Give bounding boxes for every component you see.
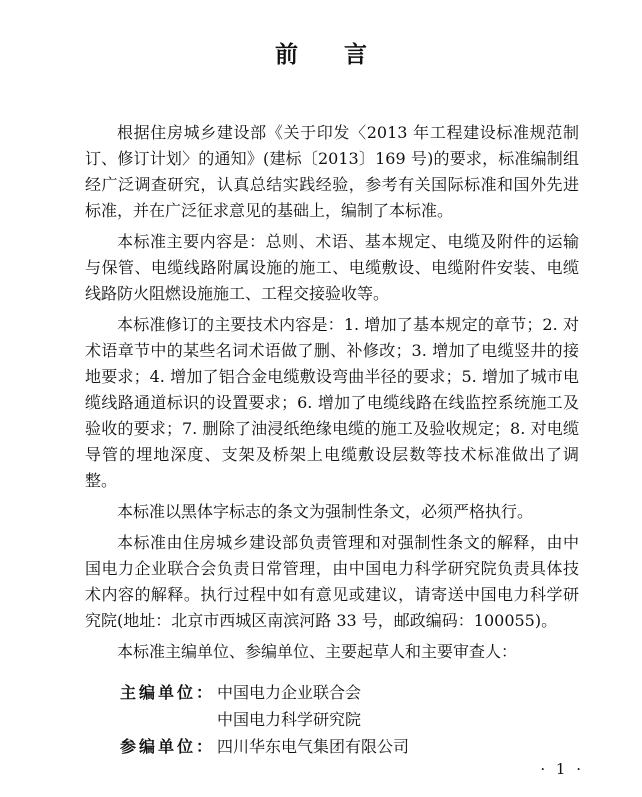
participating-unit-label: 参编单位： [120,737,216,756]
chief-unit-row [85,680,579,706]
chief-unit-row-2 [85,707,579,733]
chief-unit-2: 中国电力科学研究院 [217,710,362,729]
participating-unit-row [85,734,579,760]
paragraph-units-intro: 本标准主编单位、参编单位、主要起草人和主要审查人： [117,642,518,661]
preface-body [85,120,579,670]
paragraph-revisions: 本标准修订的主要技术内容是：1. 增加了基本规定的章节；2. 对术语章节中的某些名词术语做了删、补修改；3. 增加了电缆竖井的接地要求；4. 增加了铝合金电缆敷设弯曲半径的要求；5. 增加了城市电缆线路通道标识的设置要求；6. 增加了电缆线路在线监控系统施工及验收的要求；7. 删除了油浸纸绝缘电缆的施工及验收规定；8. 对电缆导管的埋地深度、支架及桥架上电缆敷设层数等技术标准做出了调整。 [85,315,579,490]
page-number: · 1 · [540,760,584,778]
paragraph-main-content: 本标准主要内容是：总则、术语、基本规定、电缆及附件的运输与保管、电缆线路附属设施的施工、电缆敷设、电缆附件安装、电缆线路防火阻燃设施施工、工程交接验收等。 [85,232,579,303]
paragraph-background: 根据住房城乡建设部《关于印发〈2013 年工程建设标准规范制订、修订计划〉的通知》(建标〔2013〕169 号)的要求，标准编制组经广泛调查研究，认真总结实践经验，参考有关国际标准和国外先进标准，并在广泛征求意见的基础上，编制了本标准。 [85,123,579,220]
participating-unit-1: 四川华东电气集团有限公司 [217,737,410,756]
paragraph-mandatory: 本标准以黑体字标志的条文为强制性条文，必须严格执行。 [117,502,534,521]
chief-unit-1: 中国电力企业联合会 [217,683,362,702]
chief-unit-label: 主编单位： [120,683,216,702]
paragraph-management: 本标准由住房城乡建设部负责管理和对强制性条文的解释，由中国电力企业联合会负责日常管理，由中国电力科学研究院负责具体技术内容的解释。执行过程中如有意见或建议，请寄送中国电力科学研究院(地址：北京市西城区南滨河路 33 号，邮政编码：100055)。 [85,533,579,630]
page-title: 前言 [275,42,413,68]
